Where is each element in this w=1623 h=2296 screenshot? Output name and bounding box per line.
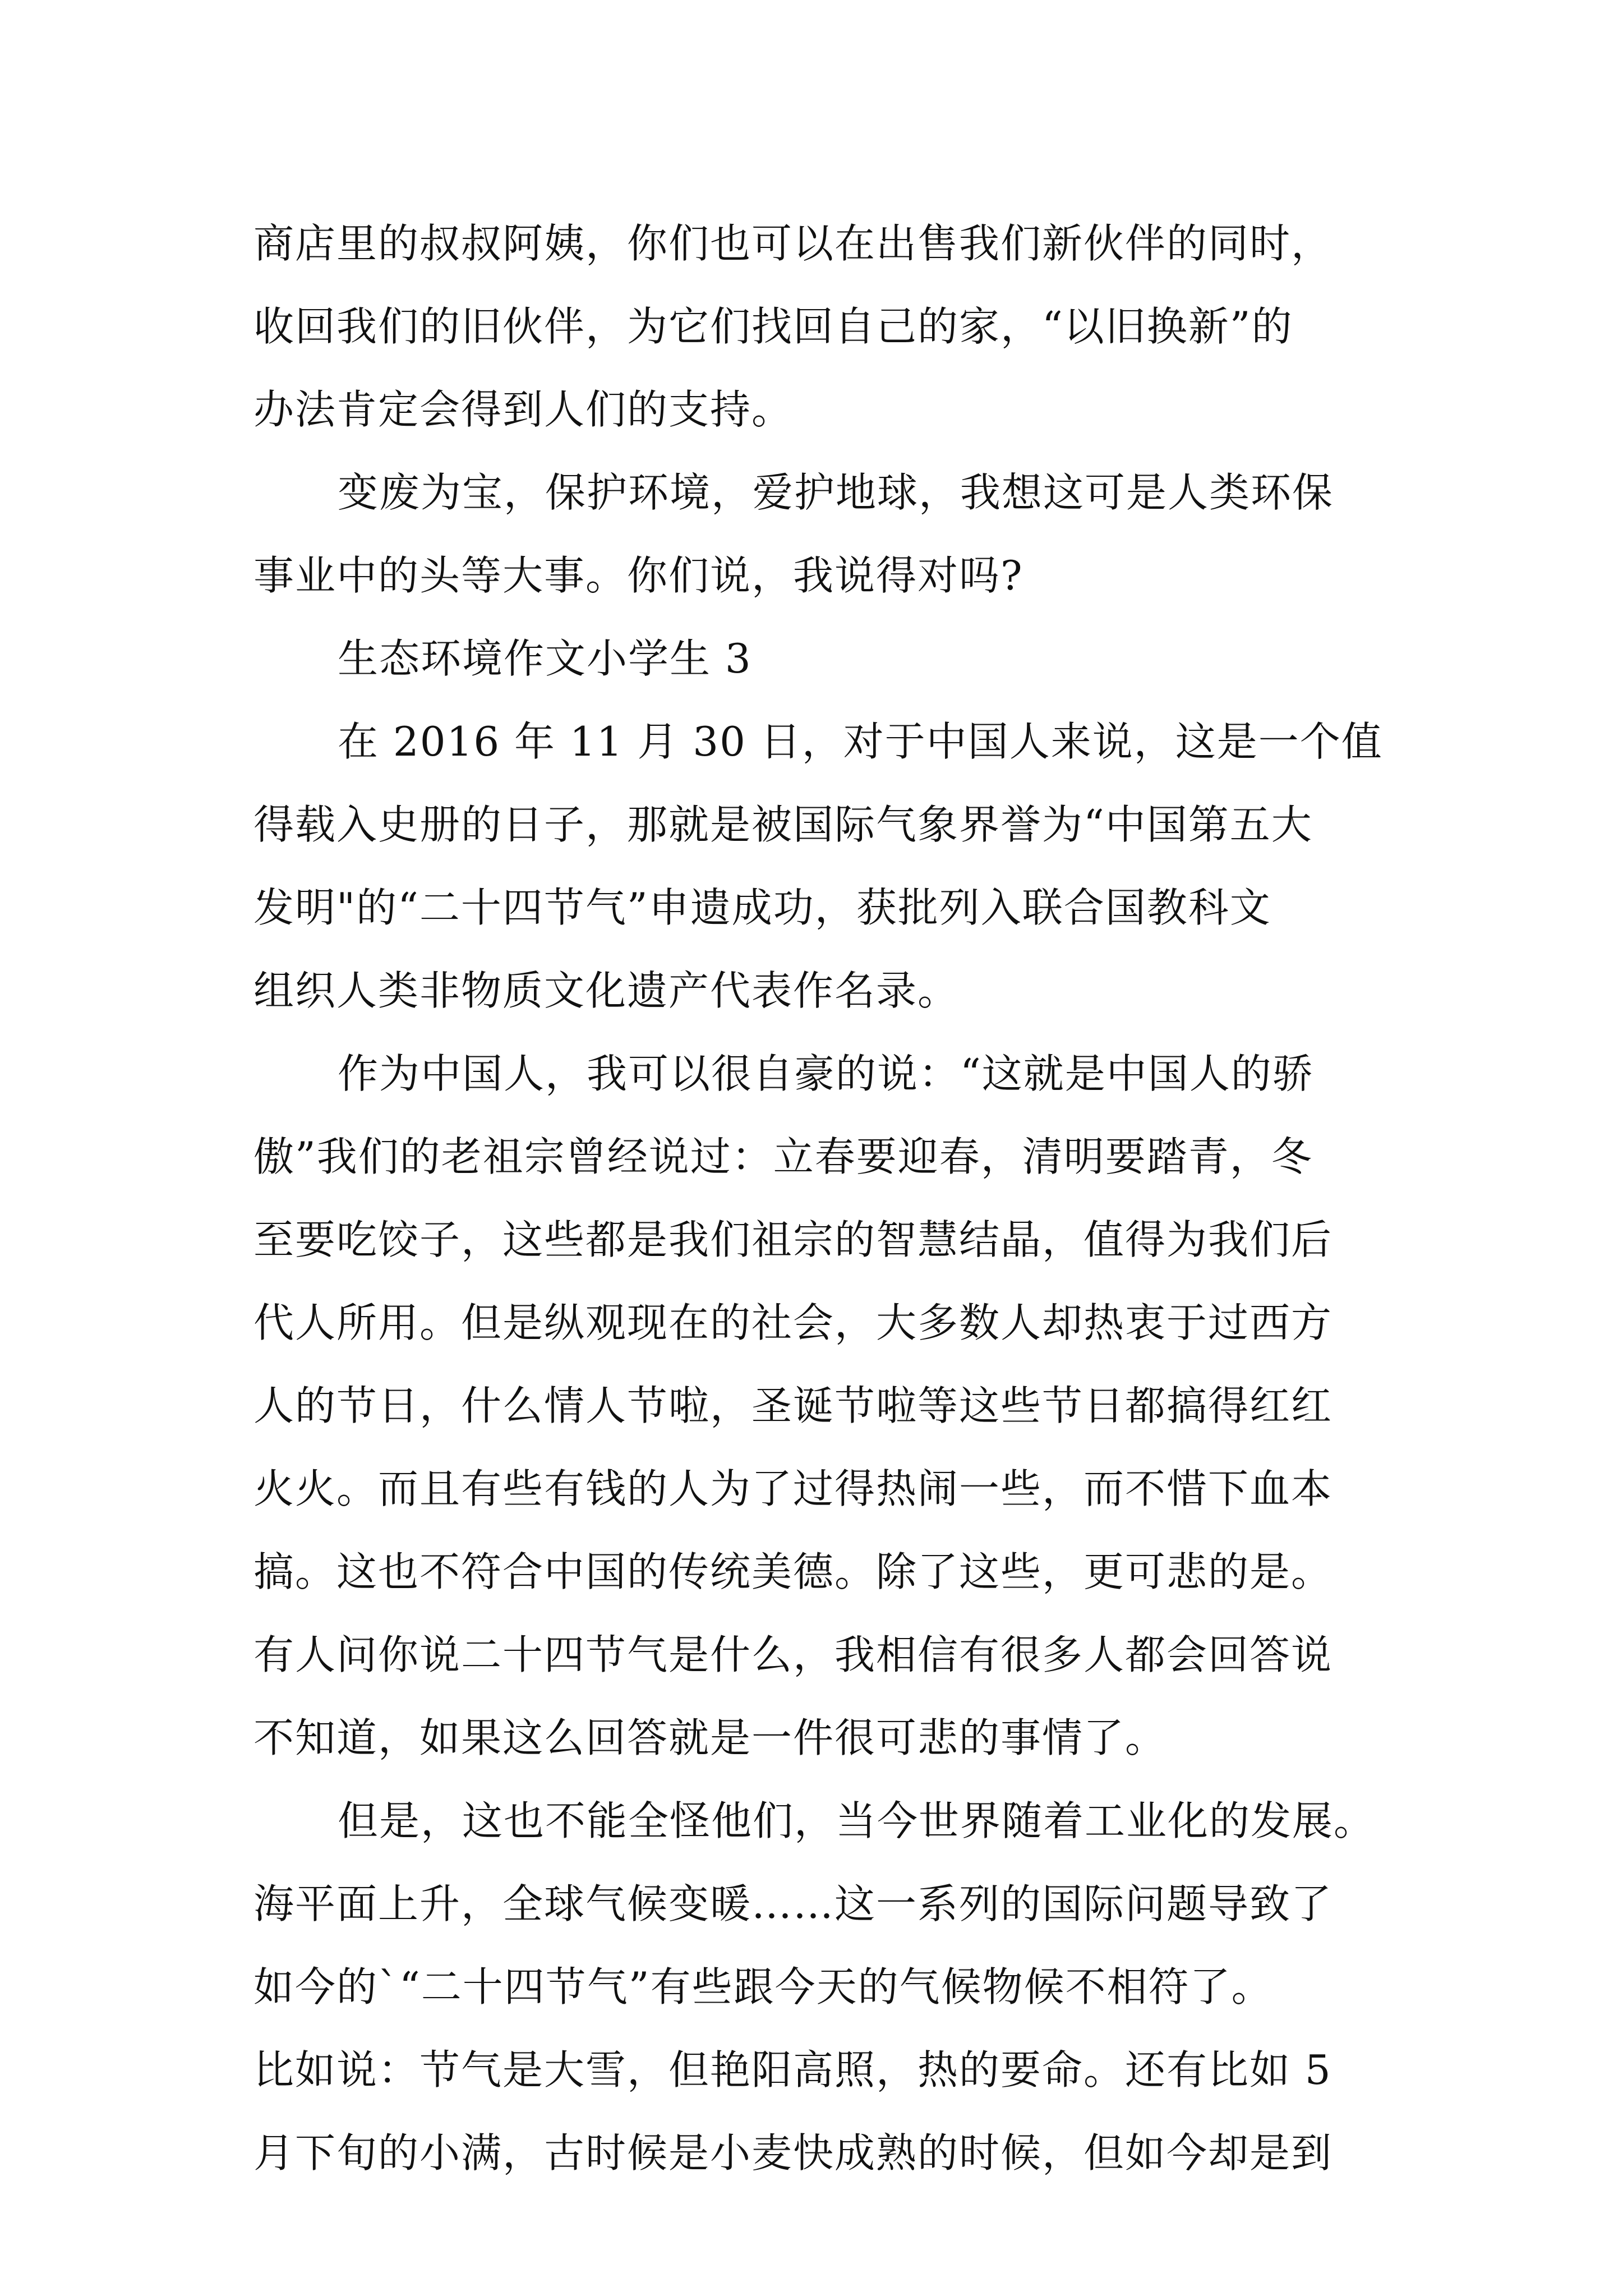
text-line: 海平面上升，全球气候变暖……这一系列的国际问题导致了 [253, 1880, 1333, 1927]
document-body [253, 202, 1409, 2194]
text-line: 有人问你说二十四节气是什么，我相信有很多人都会回答说 [253, 1631, 1333, 1678]
paragraph-first-line: 在 2016 年 11 月 30 日，对于中国人来说，这是一个值 [338, 718, 1383, 765]
text-line: 收回我们的旧伙伴，为它们找回自己的家，“以旧换新”的 [253, 303, 1293, 350]
text-line: 月下旬的小满，古时候是小麦快成熟的时候，但如今却是到 [253, 2129, 1333, 2177]
paragraph-first-line: 但是，这也不能全怪他们，当今世界随着工业化的发展。 [338, 1797, 1376, 1844]
text-line: 不知道，如果这么回答就是一件很可悲的事情了。 [253, 1714, 1167, 1761]
paragraph-first-line: 作为中国人，我可以很自豪的说：“这就是中国人的骄 [338, 1050, 1314, 1097]
text-line: 得载入史册的日子，那就是被国际气象界誉为“中国第五大 [253, 801, 1313, 848]
text-line: 傲”我们的老祖宗曾经说过：立春要迎春，清明要踏青，冬 [253, 1133, 1313, 1180]
text-line: 比如说：节气是大雪，但艳阳高照，热的要命。还有比如 5 [253, 2046, 1332, 2093]
text-line: 事业中的头等大事。你们说，我说得对吗? [253, 552, 1023, 599]
paragraph-first-line: 变废为宝，保护环境，爱护地球，我想这可是人类环保 [338, 469, 1334, 516]
text-line: 至要吃饺子，这些都是我们祖宗的智慧结晶，值得为我们后 [253, 1216, 1333, 1263]
text-line: 人的节日，什么情人节啦，圣诞节啦等这些节日都搞得红红 [253, 1382, 1333, 1429]
text-line: 发明"的“二十四节气”申遗成功，获批列入联合国教科文 [253, 884, 1271, 931]
text-line: 代人所用。但是纵观现在的社会，大多数人却热衷于过西方 [253, 1299, 1333, 1346]
text-line: 办法肯定会得到人们的支持。 [253, 386, 794, 433]
text-line: 组织人类非物质文化遗产代表作名录。 [253, 967, 960, 1014]
text-line: 商店里的叔叔阿姨，你们也可以在出售我们新伙伴的同时， [253, 220, 1333, 267]
section-heading: 生态环境作文小学生 3 [338, 635, 752, 682]
text-line: 如今的`“二十四节气”有些跟今天的气候物候不相符了。 [253, 1963, 1273, 2010]
text-line: 搞。这也不符合中国的传统美德。除了这些，更可悲的是。 [253, 1548, 1333, 1595]
text-line: 火火。而且有些有钱的人为了过得热闹一些，而不惜下血本 [253, 1465, 1333, 1512]
